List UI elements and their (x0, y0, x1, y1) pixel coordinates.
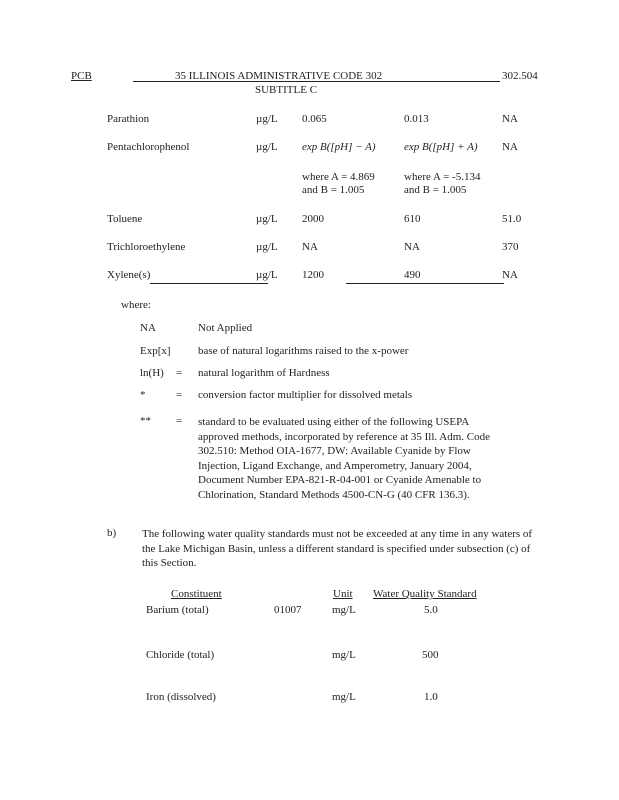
row-xylene-chronic: 490 (404, 269, 421, 281)
row-trichloroethylene-hh: 370 (502, 241, 519, 253)
row-chloride-value: 500 (422, 649, 439, 661)
row-barium-name: Barium (total) (146, 604, 209, 616)
where-eq-double-asterisk: = (176, 415, 183, 427)
row-parathion-chronic: 0.013 (404, 113, 429, 125)
row-iron-unit: mg/L (332, 691, 356, 703)
row-trichloroethylene-unit: µg/L (256, 241, 278, 253)
header-subtitle: SUBTITLE C (255, 84, 318, 96)
where-eq-ln: = (176, 367, 183, 379)
where-symbol-na: NA (140, 322, 156, 334)
where-symbol-exp: Exp[x] (140, 345, 171, 357)
where-symbol-double-asterisk: ** (140, 415, 151, 427)
row-barium-unit: mg/L (332, 604, 356, 616)
header-constituent: Constituent (171, 588, 222, 600)
header-code-title: 35 ILLINOIS ADMINISTRATIVE CODE 302 (175, 70, 383, 82)
row-pentachlorophenol-acute: exp B([pH] − A) (302, 141, 376, 153)
header-section-number: 302.504 (502, 70, 538, 82)
xylene-rule-right (346, 283, 504, 284)
row-barium-code: 01007 (274, 604, 302, 616)
row-chloride-name: Chloride (total) (146, 649, 215, 661)
header-agency: PCB (71, 70, 92, 82)
row-toluene-unit: µg/L (256, 213, 278, 225)
row-toluene-chronic: 610 (404, 213, 421, 225)
where-symbol-ln: ln(H) (140, 367, 164, 379)
row-pentachlorophenol-chronic-note2: and B = 1.005 (404, 184, 467, 196)
row-trichloroethylene-acute: NA (302, 241, 318, 253)
row-xylene-unit: µg/L (256, 269, 278, 281)
section-b-marker: b) (107, 527, 117, 539)
row-pentachlorophenol-acute-note2: and B = 1.005 (302, 184, 365, 196)
row-parathion-name: Parathion (107, 113, 150, 125)
where-def-exp: base of natural logarithms raised to the x-power (198, 345, 409, 357)
row-parathion-acute: 0.065 (302, 113, 327, 125)
section-b-text: The following water quality standards must not be exceeded at any time in any waters of the Lake Michigan Basin, unless a different standard is specified under subsection (c) of this Section. (142, 528, 533, 569)
row-parathion-unit: µg/L (256, 113, 278, 125)
row-pentachlorophenol-chronic: exp B([pH] + A) (404, 141, 478, 153)
row-barium-value: 5.0 (424, 604, 438, 616)
row-pentachlorophenol-acute-note1: where A = 4.869 (302, 171, 375, 183)
where-def-ln: natural logarithm of Hardness (198, 367, 330, 379)
row-xylene-hh: NA (502, 269, 518, 281)
row-pentachlorophenol-unit: µg/L (256, 141, 278, 153)
where-def-asterisk: conversion factor multiplier for dissolved metals (198, 389, 413, 401)
row-toluene-acute: 2000 (302, 213, 324, 225)
where-label: where: (121, 299, 151, 311)
header-water-quality-standard: Water Quality Standard (373, 588, 477, 600)
where-symbol-asterisk: * (140, 389, 146, 401)
row-pentachlorophenol-chronic-note1: where A = -5.134 (404, 171, 481, 183)
row-toluene-hh: 51.0 (502, 213, 522, 225)
row-xylene-name: Xylene(s) (107, 269, 151, 281)
row-parathion-hh: NA (502, 113, 518, 125)
row-chloride-unit: mg/L (332, 649, 356, 661)
row-toluene-name: Toluene (107, 213, 143, 225)
where-eq-asterisk: = (176, 389, 183, 401)
row-iron-value: 1.0 (424, 691, 438, 703)
header-unit: Unit (333, 588, 353, 600)
row-pentachlorophenol-hh: NA (502, 141, 518, 153)
row-iron-name: Iron (dissolved) (146, 691, 216, 703)
where-def-na: Not Applied (198, 322, 253, 334)
row-pentachlorophenol-name: Pentachlorophenol (107, 141, 190, 153)
where-def-double-asterisk: standard to be evaluated using either of the following USEPA approved methods, incorporated by reference at 35 Ill. Adm. Code 302.510: Method OIA-1677, DW: Available Cyanide by Flow Injection, Ligand Exchange, and Amperometry, January 2004, Document Number EPA-821-R-04-001 or Cyanide Amenable to Chlorination, Standard Methods 4500-CN-G (40 CFR 136.3). (198, 416, 491, 501)
row-trichloroethylene-chronic: NA (404, 241, 420, 253)
row-trichloroethylene-name: Trichloroethylene (107, 241, 186, 253)
row-xylene-acute: 1200 (302, 269, 324, 281)
xylene-rule-left (150, 283, 268, 284)
